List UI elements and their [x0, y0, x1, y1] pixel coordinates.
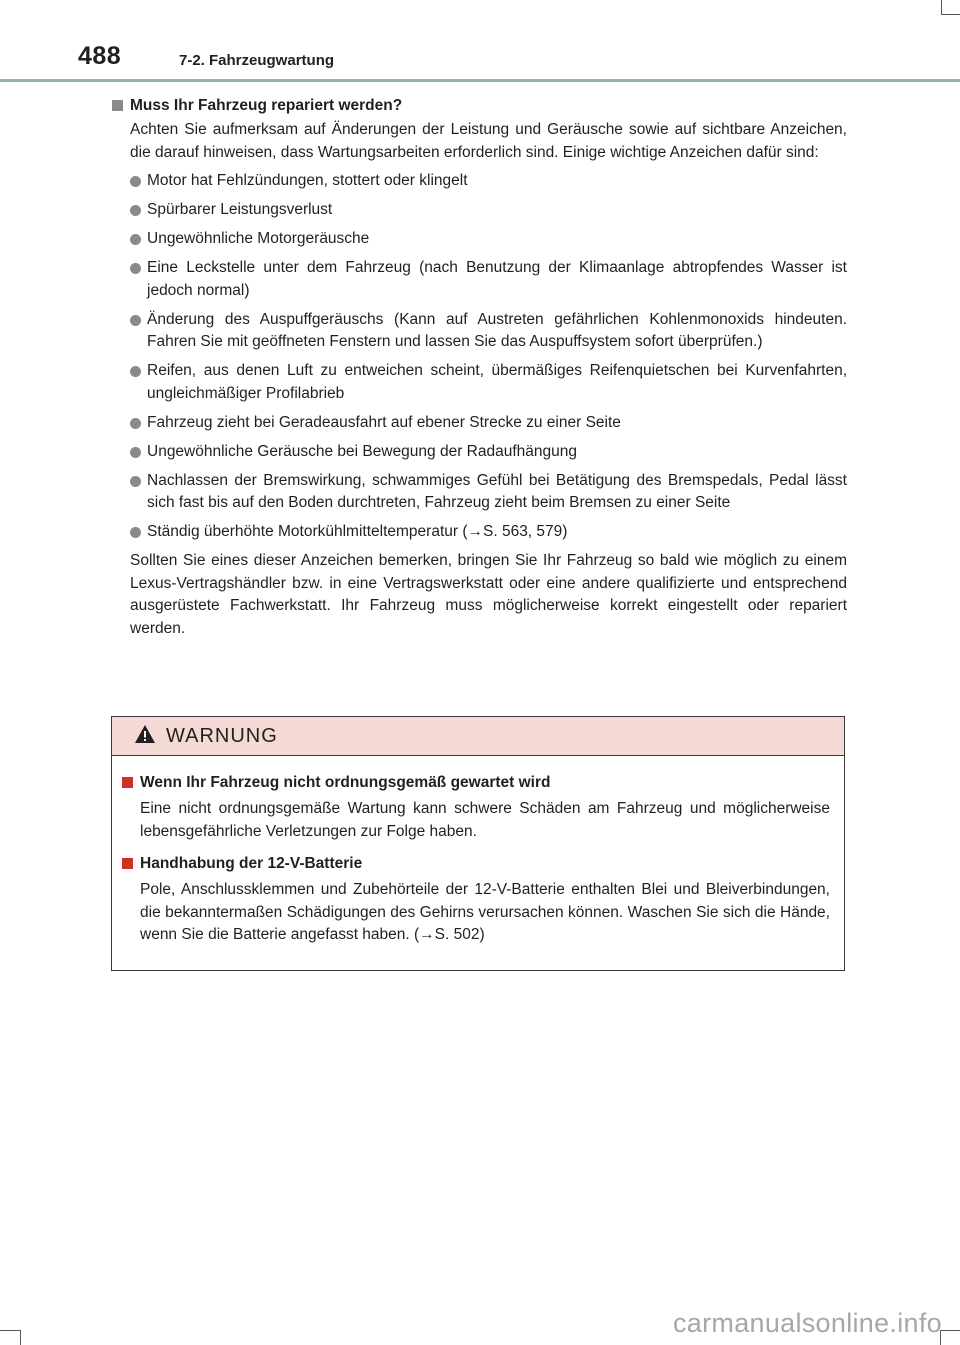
list-item-text: Änderung des Auspuffgeräuschs (Kann auf Austreten gefährlichen Kohlenmonoxids hindeuten. Fahren Sie mit geöffneten Fenstern und lassen Sie das Auspuffsystem sofort überprüfen.) [147, 310, 847, 350]
warning-triangle-icon [134, 724, 156, 749]
circle-bullet-icon [130, 418, 141, 429]
page-number: 488 [78, 42, 122, 70]
list-item [130, 360, 847, 405]
list-item-text: Nachlassen der Bremswirkung, schwammiges Gefühl bei Betätigung des Bremspedals, Pedal lässt sich fast bis auf den Boden durchtreten, Fahrzeug zieht beim Bremsen zu einer Seite [147, 471, 847, 511]
list-item [130, 441, 847, 464]
circle-bullet-icon [130, 234, 141, 245]
list-item [130, 257, 847, 302]
list-item [130, 470, 847, 515]
closing-paragraph: Sollten Sie eines dieser Anzeichen bemerken, bringen Sie Ihr Fahrzeug so bald wie möglich zu einem Lexus-Vertragshändler bzw. in eine Vertragswerkstatt oder eine andere qualifizierte und entsprechend ausgerüstete Fachwerkstatt. Ihr Fahrzeug muss möglicherweise korrekt eingestellt oder repariert werden. [130, 552, 847, 637]
list-item-text: Reifen, aus denen Luft zu entweichen scheint, übermäßiges Reifenquietschen bei Kurvenfahrten, ungleichmäßiger Profilabrieb [147, 362, 847, 402]
circle-bullet-icon [130, 476, 141, 487]
list-item-text: Ungewöhnliche Motorgeräusche [147, 230, 370, 247]
header-rule [0, 79, 960, 82]
warning-item-heading-text: Wenn Ihr Fahrzeug nicht ordnungsgemäß gewartet wird [140, 774, 551, 791]
circle-bullet-icon [130, 315, 141, 326]
list-item-text: Ungewöhnliche Geräusche bei Bewegung der Radaufhängung [147, 442, 578, 460]
chapter-title: 7-2. Fahrzeugwartung [179, 52, 335, 69]
list-item [130, 199, 847, 222]
list-item-text: Fahrzeug zieht bei Geradeausfahrt auf ebener Strecke zu einer Seite [147, 413, 621, 431]
intro-paragraph: Achten Sie aufmerksam auf Änderungen der Leistung und Geräusche sowie auf sichtbare Anzeichen, die darauf hinweisen, dass Wartungsarbeiten erforderlich sind. Einige wichtige Anzeichen dafür sind: [130, 121, 847, 161]
list-item [130, 521, 847, 544]
list-item-text: Ständig überhöhte Motorkühlmitteltemperatur (→S. 563, 579) [147, 523, 568, 540]
circle-bullet-icon [130, 205, 141, 216]
watermark: carmanualsonline.info [673, 1308, 942, 1338]
warning-item-heading-text: Handhabung der 12-V-Batterie [140, 855, 363, 872]
circle-bullet-icon [130, 527, 141, 538]
crop-mark [0, 1330, 20, 1331]
main-content [112, 95, 847, 640]
list-item-text: Motor hat Fehlzündungen, stottert oder klingelt [147, 172, 468, 189]
warning-header [112, 717, 844, 756]
crop-mark [20, 1330, 21, 1345]
warning-body [112, 756, 844, 947]
symptom-list [112, 170, 847, 544]
warning-item-heading [122, 772, 830, 794]
crop-mark [940, 1330, 960, 1331]
page-header [0, 0, 960, 84]
list-item [130, 309, 847, 354]
circle-bullet-icon [130, 176, 141, 187]
circle-bullet-icon [130, 366, 141, 377]
list-item [130, 170, 847, 193]
circle-bullet-icon [130, 263, 141, 274]
section-heading [112, 95, 847, 117]
list-item-text: Spürbarer Leistungsverlust [147, 201, 333, 218]
section-heading-text: Muss Ihr Fahrzeug repariert werden? [130, 97, 403, 114]
list-item [130, 412, 847, 435]
square-bullet-icon [122, 777, 133, 788]
warning-item-text: Eine nicht ordnungsgemäße Wartung kann schwere Schäden am Fahrzeug und möglicherweise lebensgefährliche Verletzungen zur Folge haben. [140, 800, 830, 840]
list-item [130, 228, 847, 251]
warning-box [111, 716, 845, 971]
warning-item-heading [122, 853, 830, 875]
square-bullet-icon [122, 858, 133, 869]
circle-bullet-icon [130, 447, 141, 458]
warning-title: WARNUNG [166, 724, 278, 747]
square-bullet-icon [112, 100, 123, 111]
warning-item-text: Pole, Anschlussklemmen und Zubehörteile der 12-V-Batterie enthalten Blei und Bleiverbindungen, die bekanntermaßen Schädigungen des Gehirns verursachen können. Waschen Sie sich die Hände, wenn Sie die Batterie angefasst haben. (→S. 502) [140, 881, 830, 943]
list-item-text: Eine Leckstelle unter dem Fahrzeug (nach Benutzung der Klimaanlage abtropfendes Wasser ist jedoch normal) [147, 259, 847, 299]
